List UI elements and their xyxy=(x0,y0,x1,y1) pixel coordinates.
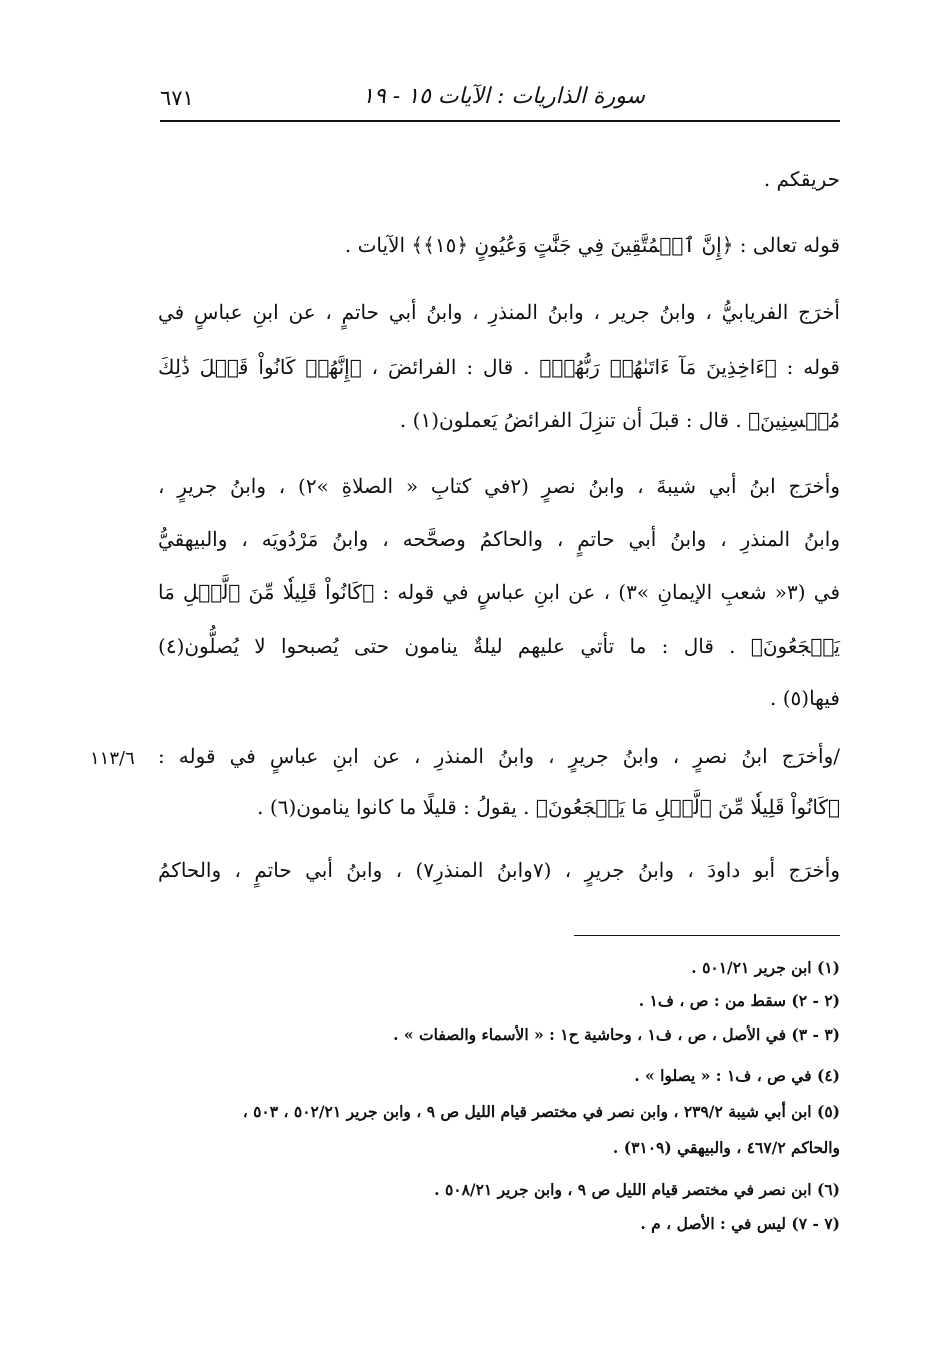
text-line: يَهۡجَعُونَ﴾ . قال : ما تأتي عليهم ليلةٌ ينامون حتى يُصبحوا لا يُصلُّون(٤) xyxy=(158,634,840,658)
text-line: وابنُ المنذرِ ، وابنُ أبي حاتمٍ ، والحاكمُ وصحَّحه ، وابنُ مَرْدُويَه ، والبيهقيُّ xyxy=(158,527,840,551)
text-line: ﴿كَانُواْ قَلِيلٗا مِّنَ ٱلَّيۡلِ مَا يَهۡجَعُونَ﴾ . يقولُ : قليلًا ما كانوا ينامون(٦) . xyxy=(257,795,840,819)
footnote: (١) ابن جرير ٥٠١/٢١ . xyxy=(691,958,840,977)
text-line: وأخرَج أبو داودَ ، وابنُ جريرٍ ، (٧وابنُ المنذرِ٧) ، وابنُ أبي حاتمٍ ، والحاكمُ xyxy=(158,858,840,882)
text-line: وأخرَج ابنُ أبي شيبةَ ، وابنُ نصرٍ (٢في كتابِ « الصلاةِ »٢) ، وابنُ جريرٍ ، xyxy=(158,474,840,498)
text-line: فيها(٥) . xyxy=(770,686,840,710)
footnote: (٤) في ص ، ف١ : « يصلوا » . xyxy=(634,1066,840,1085)
text-line: قوله : ﴿ءَاخِذِينَ مَآ ءَاتَىٰهُمۡ رَبُّهُمۡ﴾ . قال : الفرائضَ ، ﴿إِنَّهُمۡ كَانُواْ قَبۡلَ ذَٰلِكَ xyxy=(158,355,840,379)
text-line: في (٣« شعبِ الإيمانِ »٣) ، عن ابنِ عباسٍ في قوله : ﴿كَانُواْ قَلِيلٗا مِّنَ ٱلَّيۡلِ مَا xyxy=(158,580,841,604)
footnote-separator xyxy=(574,935,840,936)
text-line: مُحۡسِنِينَ﴾ . قال : قبلَ أن تنزِلَ الفرائضُ يَعملون(١) . xyxy=(399,408,840,432)
page-number: ٦٧١ xyxy=(160,86,194,110)
footnote: (٢ - ٢) سقط من : ص ، ف١ . xyxy=(638,991,840,1010)
text-line: /وأخرَج ابنُ نصرٍ ، وابنُ جريرٍ ، وابنُ المنذرِ ، عن ابنِ عباسٍ في قوله : xyxy=(158,744,840,768)
footnote: (٧ - ٧) ليس في : الأصل ، م . xyxy=(640,1214,840,1233)
header-rule xyxy=(160,120,840,122)
text-line: حريقكم . xyxy=(763,167,840,191)
footnote: (٦) ابن نصر في مختصر قيام الليل ص ٩ ، وابن جرير ٥٠٨/٢١ . xyxy=(434,1180,840,1199)
margin-reference: ١١٣/٦ xyxy=(90,748,135,769)
footnote: (٥) ابن أبي شيبة ٢٣٩/٢ ، وابن نصر في مختصر قيام الليل ص ٩ ، وابن جرير ٥٠٢/٢١ ، ٥٠٣ ، xyxy=(242,1102,840,1121)
footnote: والحاكم ٤٦٧/٢ ، والبيهقي (٣١٠٩) . xyxy=(612,1138,840,1157)
header-title: سورة الذاريات : الآيات ١٥ - ١٩ xyxy=(362,84,645,109)
running-header xyxy=(160,78,840,122)
verse-heading: قوله تعالى : ﴿إِنَّ ٱلۡمُتَّقِينَ فِي جَنَّٰتٍ وَعُيُونٍ ﴿١٥﴾﴾ الآيات . xyxy=(344,233,840,257)
text-line: أخرَج الفريابيُّ ، وابنُ جرير ، وابنُ المنذرِ ، وابنُ أبي حاتمٍ ، عن ابنِ عباسٍ في xyxy=(158,300,840,324)
footnote: (٣ - ٣) في الأصل ، ص ، ف١ ، وحاشية ح١ : « الأسماء والصفات » . xyxy=(393,1025,840,1044)
